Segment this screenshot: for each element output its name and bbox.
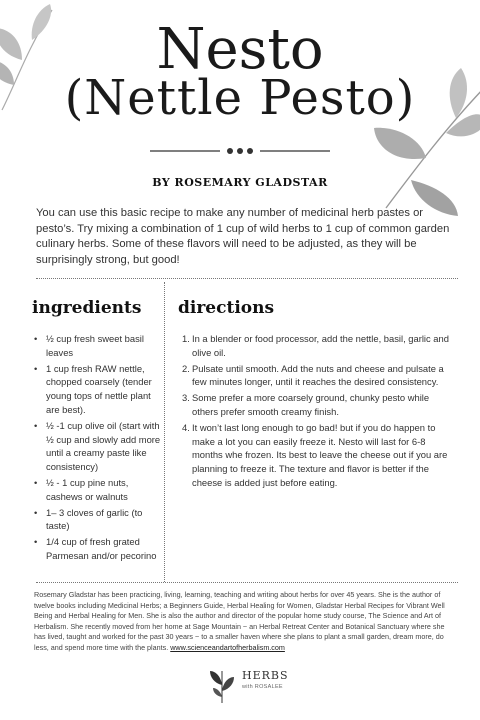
step-number: 2.	[182, 362, 190, 374]
step-number: 3.	[182, 392, 190, 404]
list-item	[182, 362, 452, 390]
page-title-line2: (Nettle Pesto)	[64, 70, 416, 126]
intro-paragraph: You can use this basic recipe to make any number of medicinal herb pastes or pesto’s. Try mixing a combination of 1 cup of wild herbs to 1 cup of common garden culinary herbs. Some of these flavors will need to be adjusted, as they will be surprisingly strong, but good!	[36, 207, 450, 266]
step-text: It won’t last long enough to go bad! but if you do happen to make a lot you can easily freeze it. Nesto will last for 6-8 months whe frozen. Its best to leave the cheese out if you are planning to freeze it. The texture and flavor is better if the cheese is added just before eating.	[192, 421, 448, 488]
leaf-icon	[206, 665, 238, 705]
author-byline: BY ROSEMARY GLADSTAR	[152, 176, 328, 189]
section-divider-bottom	[36, 582, 458, 583]
list-item: • ½ - 1 cup pine nuts, cashews or walnuts	[34, 476, 162, 504]
ingredients-heading: ingredients	[32, 298, 142, 318]
directions-list	[182, 332, 452, 492]
step-text: Pulsate until smooth. Add the nuts and cheese and pulsate a few minutes longer, until it reaches the desired consistency.	[192, 362, 444, 388]
step-number: 4.	[182, 421, 190, 433]
ingredients-list	[34, 332, 162, 565]
list-item: • 1– 3 cloves of garlic (to taste)	[34, 506, 162, 534]
logo-name: HERBS	[242, 669, 289, 682]
website-link[interactable]: www.scienceandartofherbalism.com	[170, 642, 285, 652]
list-item: • ½ -1 cup olive oil (start with ½ cup and slowly add more until a creamy paste like consistency)	[34, 419, 162, 474]
title-divider	[150, 146, 330, 156]
column-divider	[164, 282, 165, 582]
list-item	[182, 332, 452, 360]
step-text: Some prefer a more coarsely ground, chunky pesto while others prefer smooth creamy finish.	[192, 392, 430, 417]
herbs-with-rosalee-logo	[206, 665, 289, 705]
list-item: • 1/4 cup of fresh grated Parmesan and/or pecorino	[34, 535, 162, 563]
author-bio	[34, 590, 454, 653]
logo-subtitle: with ROSALEE	[242, 684, 283, 690]
list-item: • 1 cup fresh RAW nettle, chopped coarsely (tender young tops of nettle plant are best).	[34, 362, 162, 417]
bio-text: Rosemary Gladstar has been practicing, living, learning, teaching and writing about herbs for over 45 years. She is the author of twelve books including Medicinal Herbs; a Beginners Guide, Herbal Healing for Women, Gladstar Herbal Recipes for Vibrant Well Being and Herbal Healing for Men. She is also the author and director of the popular home study course, The Science and Art of Herbalism. She recently moved from her home at Sage Mountain ~ an Herbal Retreat Center and Botanical Sanctuary where she has lived, taught and worked for the past 30 years ~ to a smaller haven where she plans to plant a small garden, dream more, do less, and spend more time with the plants.	[34, 590, 445, 652]
directions-heading: directions	[178, 298, 275, 318]
list-item	[182, 391, 452, 419]
list-item	[182, 421, 452, 490]
step-number: 1.	[182, 333, 190, 344]
list-item: • ½ cup fresh sweet basil leaves	[34, 332, 162, 360]
step-text: In a blender or food processor, add the nettle, basil, garlic and olive oil.	[192, 333, 449, 358]
page-title-line1: Nesto	[156, 17, 324, 82]
section-divider-top	[36, 278, 458, 279]
